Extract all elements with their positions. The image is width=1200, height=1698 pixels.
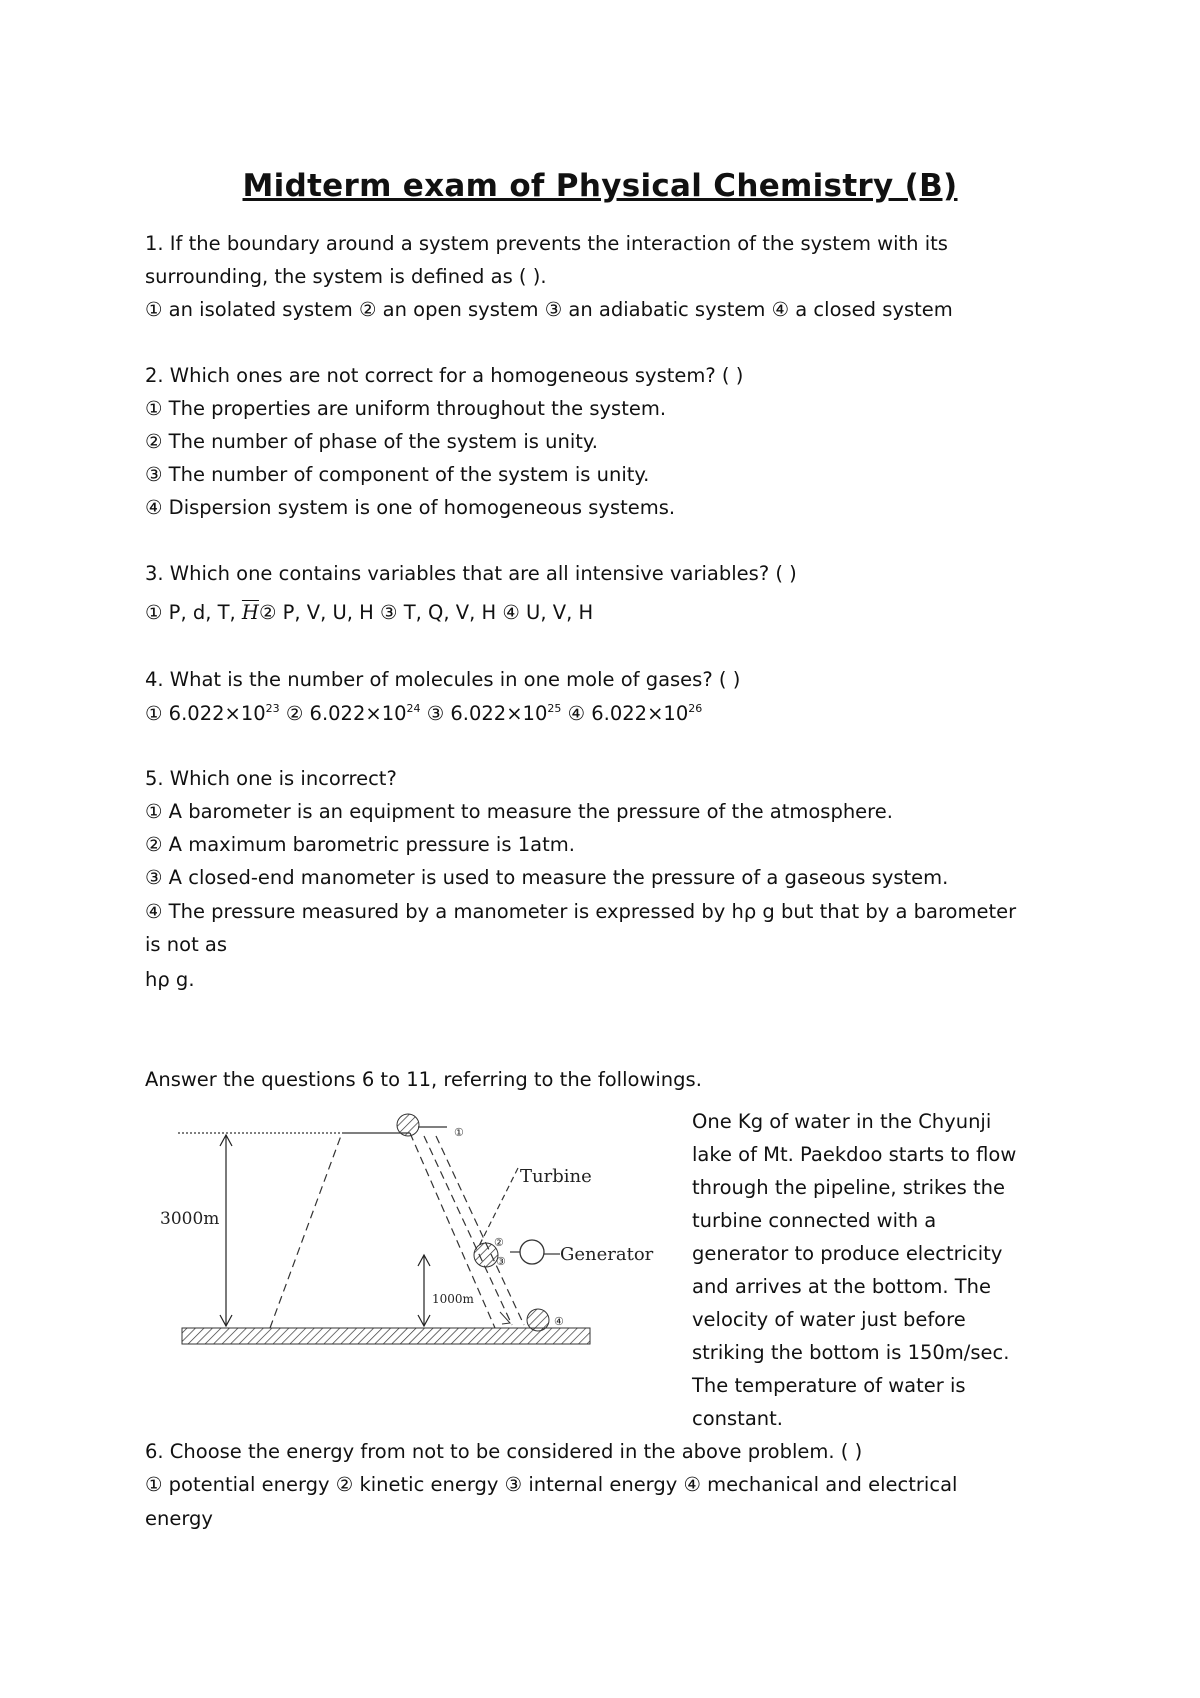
q6-options-line1: ① potential energy ② kinetic energy ③ internal energy ④ mechanical and electrical xyxy=(145,1473,958,1496)
q5-option-4-line1: ④ The pressure measured by a manometer is expressed by hρ g but that by a barometer xyxy=(145,900,1017,923)
q6-options-line2: energy xyxy=(145,1507,213,1530)
q2-option-3: ③ The number of component of the system is unity. xyxy=(145,463,650,486)
q2-option-4: ④ Dispersion system is one of homogeneous systems. xyxy=(145,496,676,519)
page-title: Midterm exam of Physical Chemistry (B) xyxy=(242,168,958,204)
q3-stem: 3. Which one contains variables that are all intensive variables? ( ) xyxy=(145,562,797,585)
turbine-label: Turbine xyxy=(520,1166,592,1187)
q3-option-1: ① P, d, T, xyxy=(145,601,242,624)
passage-line: lake of Mt. Paekdoo starts to flow xyxy=(692,1143,1017,1166)
q5-option-3: ③ A closed-end manometer is used to measure the pressure of a gaseous system. xyxy=(145,866,949,889)
q4-option-2: ② 6.022×10 xyxy=(279,702,407,725)
q3-molar-enthalpy-symbol: $\overline{H}$ xyxy=(241,601,259,624)
q4-exponent-1: 23 xyxy=(265,702,280,715)
height-3000-label: 3000m xyxy=(160,1209,220,1229)
hydro-diagram xyxy=(160,1100,680,1360)
generator-icon xyxy=(520,1240,544,1264)
generator-label: Generator xyxy=(560,1244,654,1265)
q2-stem: 2. Which ones are not correct for a homogeneous system? ( ) xyxy=(145,364,744,387)
q3-options xyxy=(145,603,593,623)
q4-exponent-2: 24 xyxy=(406,702,421,715)
q1-options: ① an isolated system ② an open system ③ an adiabatic system ④ a closed system xyxy=(145,298,953,321)
q4-exponent-3: 25 xyxy=(547,702,562,715)
passage-line: through the pipeline, strikes the xyxy=(692,1176,1005,1199)
point-2-label: ② xyxy=(494,1236,504,1249)
q5-option-4-line2: is not as xyxy=(145,933,228,956)
q4-exponent-4: 26 xyxy=(688,702,703,715)
water-drop-top xyxy=(397,1114,419,1136)
point-1-label: ① xyxy=(454,1126,464,1139)
q2-option-1: ① The properties are uniform throughout the system. xyxy=(145,397,667,420)
q1-stem-line1: 1. If the boundary around a system prevents the interaction of the system with its xyxy=(145,232,948,255)
q4-stem: 4. What is the number of molecules in one mole of gases? ( ) xyxy=(145,668,741,691)
q5-option-4-line3: hρ g. xyxy=(145,968,195,991)
q5-stem: 5. Which one is incorrect? xyxy=(145,767,397,790)
q4-option-3: ③ 6.022×10 xyxy=(420,702,548,725)
q2-option-2: ② The number of phase of the system is unity. xyxy=(145,430,598,453)
height-1000-label: 1000m xyxy=(432,1292,474,1306)
passage-line: striking the bottom is 150m/sec. xyxy=(692,1341,1010,1364)
passage-line: One Kg of water in the Chyunji xyxy=(692,1110,992,1133)
q5-option-1: ① A barometer is an equipment to measure the pressure of the atmosphere. xyxy=(145,800,893,823)
ground xyxy=(182,1328,590,1344)
q4-options xyxy=(145,703,702,724)
water-drop-bottom xyxy=(527,1309,549,1331)
q1-stem-line2: surrounding, the system is defined as ( ). xyxy=(145,265,547,288)
q5-option-2: ② A maximum barometric pressure is 1atm. xyxy=(145,833,575,856)
passage-line: turbine connected with a xyxy=(692,1209,937,1232)
mountain-left-slope xyxy=(270,1133,342,1328)
passage-line: and arrives at the bottom. The xyxy=(692,1275,992,1298)
point-3-label: ③ xyxy=(496,1255,506,1268)
passage-line: velocity of water just before xyxy=(692,1308,966,1331)
q3-options-rest: ② P, V, U, H ③ T, Q, V, H ④ U, V, H xyxy=(258,601,594,624)
passage-line: generator to produce electricity xyxy=(692,1242,1003,1265)
passage-line: constant. xyxy=(692,1407,783,1430)
passage-line: The temperature of water is xyxy=(692,1374,966,1397)
q4-option-4: ④ 6.022×10 xyxy=(561,702,689,725)
q6-stem: 6. Choose the energy from not to be considered in the above problem. ( ) xyxy=(145,1440,863,1463)
point-4-label: ④ xyxy=(554,1315,564,1328)
section-instruction: Answer the questions 6 to 11, referring to the followings. xyxy=(145,1068,702,1091)
q4-option-1: ① 6.022×10 xyxy=(145,702,266,725)
